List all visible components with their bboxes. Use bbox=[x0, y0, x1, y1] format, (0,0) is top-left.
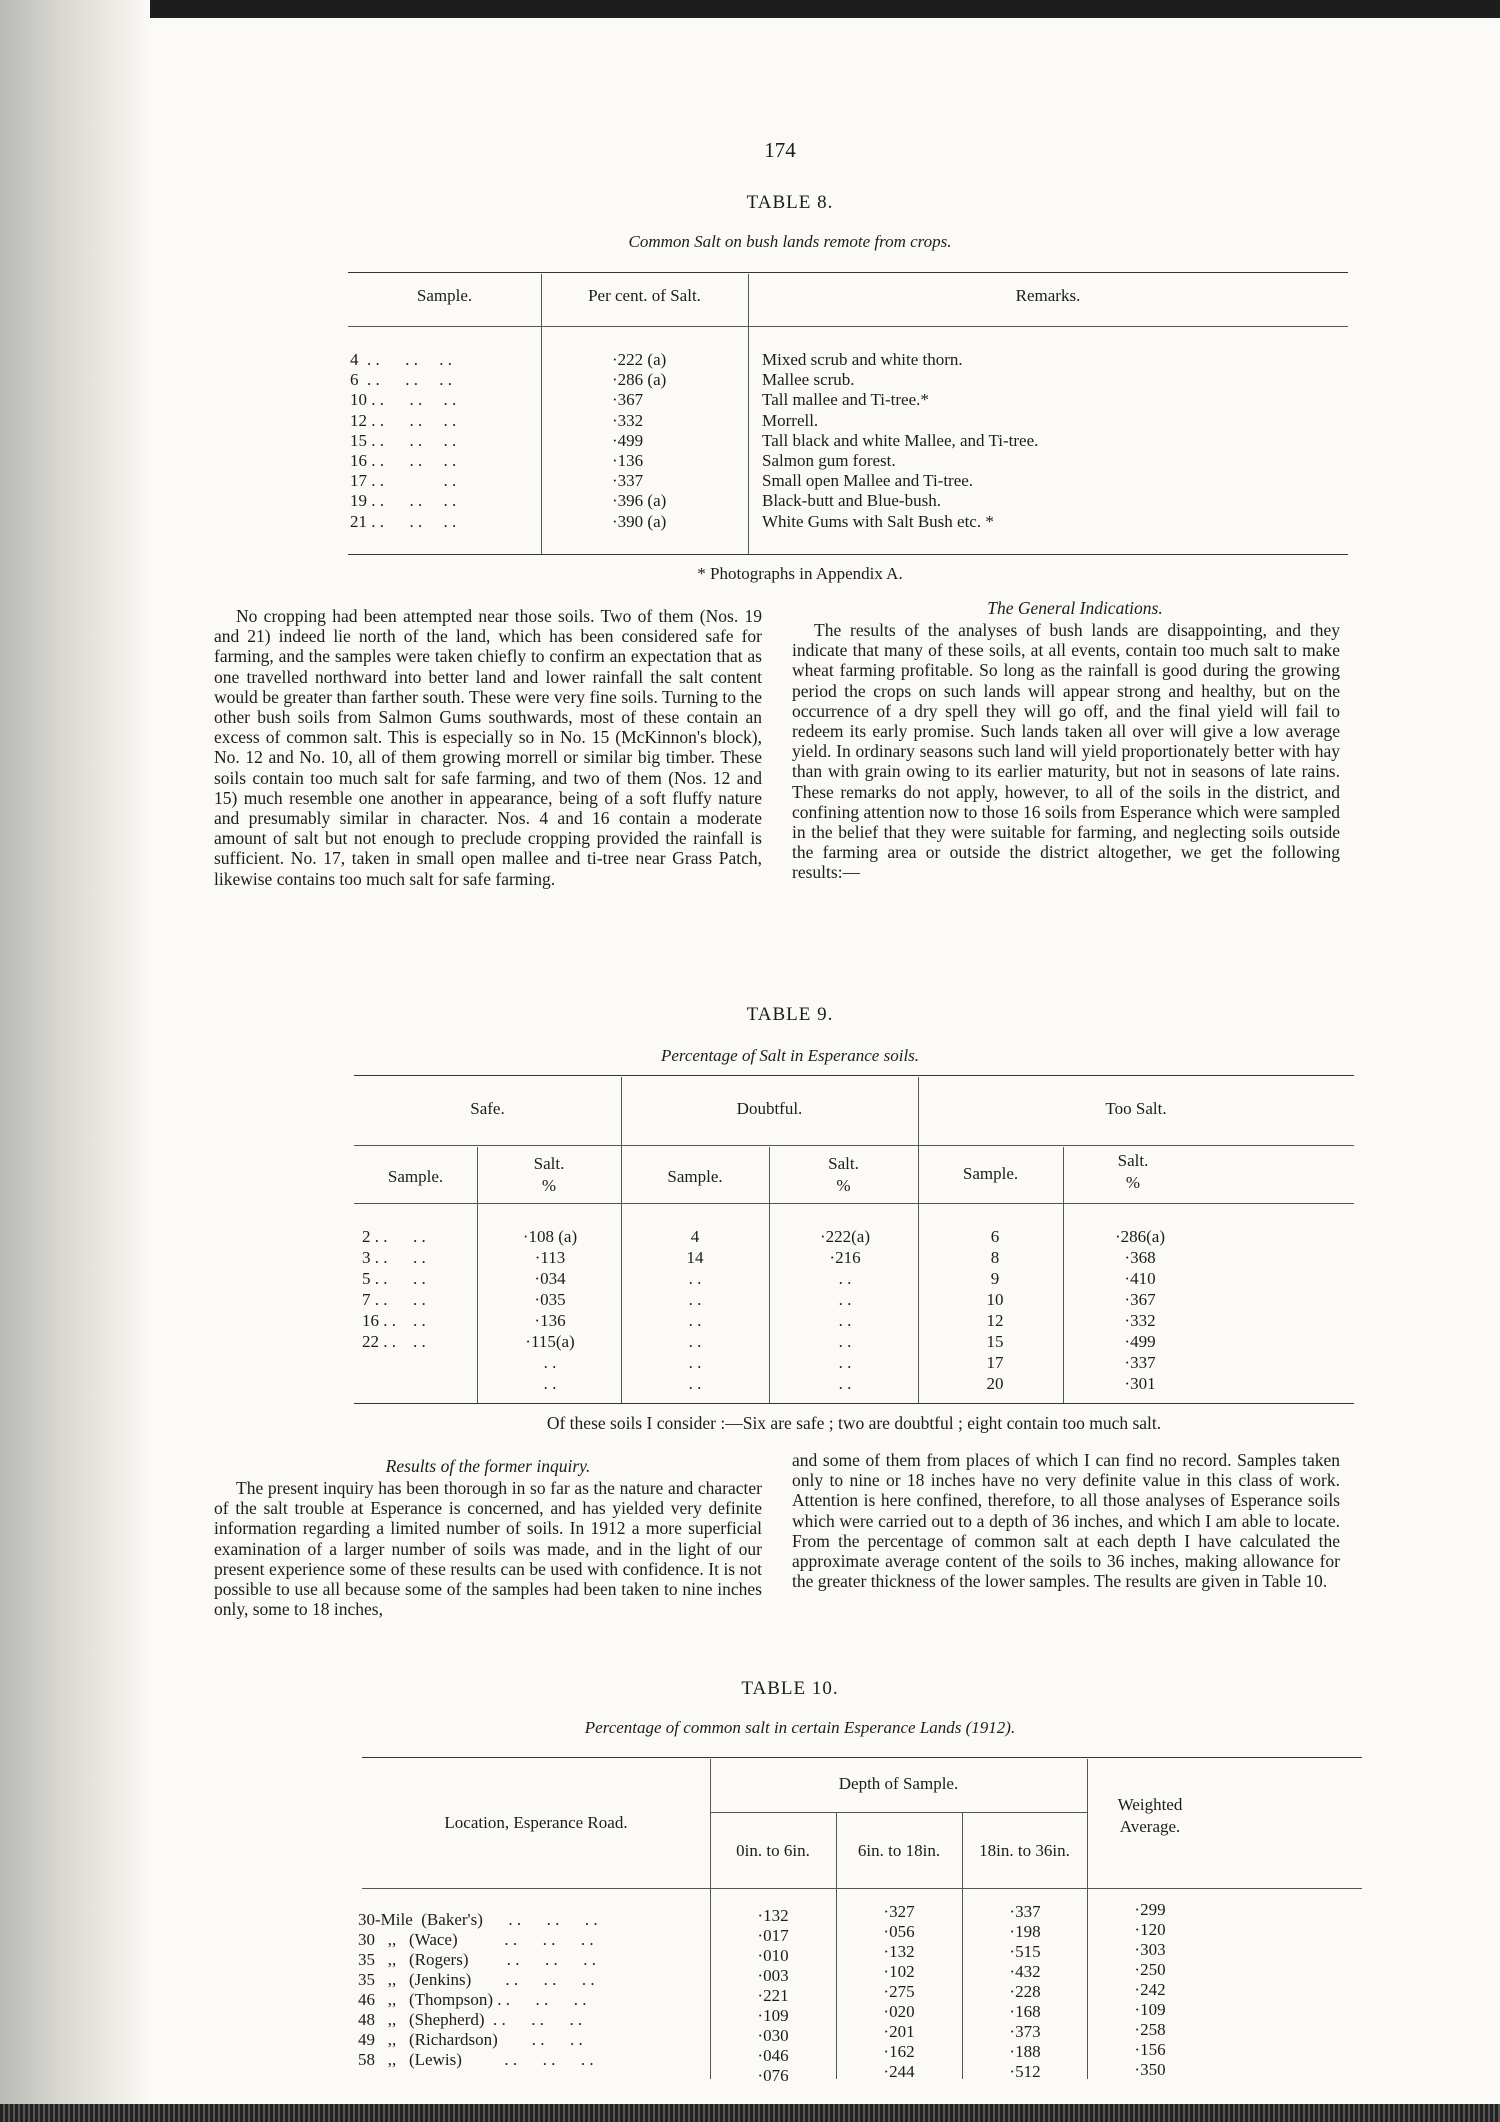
general-indications-paragraph bbox=[792, 620, 1340, 883]
page-number: 174 bbox=[764, 138, 796, 162]
table8-top-rule bbox=[348, 272, 1348, 273]
table8-row-salt: ·390 (a) bbox=[612, 511, 667, 531]
table8-row-remark: Small open Mallee and Ti-tree. bbox=[762, 471, 974, 491]
table10-top-rule bbox=[362, 1757, 1362, 1758]
table9-safe-samples: 2 . . . . 3 . . . . 5 . . . . 7 . . . . 16 . . . . 22 . . . . bbox=[362, 1227, 426, 1351]
table8-row-sample: 12 . . . . . . bbox=[350, 410, 457, 430]
table8-row-remark: Salmon gum forest. bbox=[762, 451, 896, 470]
table8-row-remark: Mixed scrub and white thorn. bbox=[762, 350, 963, 369]
table8-row-salt: ·396 (a) bbox=[612, 491, 667, 511]
table10-depth-rule bbox=[710, 1812, 1087, 1813]
table8-footnote: * Photographs in Appendix A. bbox=[697, 564, 903, 583]
table10-caption: Percentage of common salt in certain Esperance Lands (1912). bbox=[584, 1718, 1016, 1737]
table9-group-too-salt: Too Salt. bbox=[1105, 1099, 1167, 1118]
table9-safe-salt-values: ·108 (a) ·113 ·034 ·035 ·136 ·115(a) . . . . bbox=[522, 1227, 578, 1393]
former-inquiry-paragraph-continued bbox=[792, 1450, 1340, 1591]
table10-d2-values: ·327 ·056 ·132 ·102 ·275 ·020 ·201 ·162 ·244 bbox=[883, 1902, 915, 2081]
table10-header-depth: Depth of Sample. bbox=[838, 1774, 959, 1793]
table9-doubtful-salt-header bbox=[769, 1153, 918, 1197]
table8-row-remark: Tall black and white Mallee, and Ti-tree. bbox=[762, 430, 1039, 450]
table10-header-rule bbox=[362, 1888, 1362, 1889]
former-inquiry-paragraph bbox=[214, 1478, 762, 1619]
table9-group-divider-1 bbox=[621, 1077, 622, 1403]
table9-group-safe: Safe. bbox=[470, 1099, 505, 1118]
scan-top-edge bbox=[0, 0, 1500, 18]
table8-caption: Common Salt on bush lands remote from crops. bbox=[628, 232, 952, 251]
table10-col-divider-location bbox=[710, 1759, 711, 2079]
table8-row-remark: White Gums with Salt Bush etc. * bbox=[762, 511, 994, 531]
table8-row-sample: 6 . . . . . . bbox=[350, 370, 452, 390]
table10-header-d2: 6in. to 18in. bbox=[857, 1841, 941, 1860]
table10-title: TABLE 10. bbox=[741, 1678, 839, 1699]
table9-title: TABLE 9. bbox=[746, 1004, 834, 1025]
table10-header-weighted: Weighted Average. bbox=[1117, 1795, 1183, 1836]
table8-header-rule bbox=[348, 326, 1348, 327]
table8-row-salt: ·332 bbox=[612, 410, 644, 430]
table10-weighted-values: ·299 ·120 ·303 ·250 ·242 ·109 ·258 ·156 ·350 bbox=[1134, 1900, 1166, 2079]
table10-d1-values: ·132 ·017 ·010 ·003 ·221 ·109 ·030 ·046 ·076 bbox=[757, 1906, 789, 2085]
table9-too-salt-label: Salt. bbox=[1117, 1151, 1149, 1170]
table8-row-salt: ·286 (a) bbox=[612, 370, 667, 390]
table9-doubtful-salt-values: ·222(a) ·216 . . . . . . . . . . . . bbox=[819, 1227, 871, 1393]
table8-header-sample: Sample. bbox=[416, 286, 473, 305]
table10-header-d1: 0in. to 6in. bbox=[736, 1841, 810, 1860]
table9-doubtful-salt-label: Salt. bbox=[828, 1154, 859, 1173]
table8-row-sample: 15 . . . . . . bbox=[350, 430, 457, 450]
table9-summary: Of these soils I consider :—Six are safe ; two are doubtful ; eight contain too much salt. bbox=[546, 1413, 1162, 1433]
table8-row-sample: 4 . . . . . . bbox=[350, 350, 452, 369]
table9-too-salt-values: ·286(a) ·368 ·410 ·367 ·332 ·499 ·337 ·301 bbox=[1114, 1227, 1166, 1393]
table9-bottom-rule bbox=[354, 1403, 1354, 1404]
former-inquiry-text-continued: and some of them from places of which I can find no record. Samples taken only to nine or 18 inches have no very definite value in this class of work. Attention is here confined, therefore, to all those analyses of Esperance soils which were carried out to a depth of 36 inches, and which I am able to locate. From the percentage of common salt at each depth I have calculated the approximate average content of the soils to 36 inches, making allowance for the greater thickness of the lower samples. The results are given in Table 10. bbox=[792, 1450, 1340, 1592]
bush-soils-text: No cropping had been attempted near those soils. Two of them (Nos. 19 and 21) indeed lie north of the land, which has been considered safe for farming, and the samples were taken chiefly to confirm an expectation that as one travelled northward into better land and lower rainfall the salt content would be greater than farther south. These were very fine soils. Turning to the other bush soils from Salmon Gums southwards, most of these contain an excess of common salt. This is especially so in No. 15 (McKinnon's block), No. 12 and No. 10, all of them growing morrell or similar big timber. These soils contain too much salt for safe farming, and two of them (Nos. 12 and 15) much resemble one another in appearance, being of a soft fluffy nature and presumably similar in character. Nos. 4 and 16 contain a moderate amount of salt but not enough to preclude cropping provided the rainfall is sufficient. No. 17, taken in small open mallee and ti-tree near Grass Patch, likewise contains too much salt for safe farming. bbox=[214, 606, 762, 889]
table9-group-doubtful: Doubtful. bbox=[736, 1099, 803, 1118]
table10-d3-values: ·337 ·198 ·515 ·432 ·228 ·168 ·373 ·188 ·512 bbox=[1009, 1902, 1041, 2081]
table8-row-salt: ·136 bbox=[612, 451, 644, 470]
table8-bottom-rule bbox=[348, 554, 1348, 555]
table9-safe-salt-label: Salt. bbox=[533, 1154, 565, 1173]
table10-header-location: Location, Esperance Road. bbox=[444, 1813, 628, 1832]
table10-header-d3: 18in. to 36in. bbox=[979, 1841, 1070, 1860]
table10-col-divider-d3 bbox=[1087, 1759, 1088, 2079]
table8-header-salt: Per cent. of Salt. bbox=[588, 286, 701, 305]
bush-soils-paragraph bbox=[214, 606, 762, 889]
table8-col-divider-2 bbox=[748, 274, 749, 554]
table9-top-rule bbox=[354, 1075, 1354, 1076]
table8-row-remark: Tall mallee and Ti-tree.* bbox=[762, 390, 929, 410]
former-inquiry-text: The present inquiry has been thorough in so far as the nature and character of the salt trouble at Esperance is concerned, and has yielded very definite information regarding a limited number of soils. In 1912 a more superficial examination of a larger number of soils was made, and in the light of our present experience some of these results can be used with confidence. It is not possible to use all because some of the samples had been taken to nine inches only, some to 18 inches, bbox=[214, 1478, 762, 1620]
table8-row-sample: 21 . . . . . . bbox=[350, 511, 457, 531]
table8-row-remark: Black-butt and Blue-bush. bbox=[762, 491, 941, 511]
table8-row-remark: Mallee scrub. bbox=[762, 370, 855, 390]
table8-row-sample: 16 . . . . . . bbox=[350, 451, 457, 470]
table9-doubtful-samples: 4 14 . . . . . . . . . . . . bbox=[686, 1227, 704, 1393]
table9-header-rule bbox=[354, 1203, 1354, 1204]
general-indications-heading: The General Indications. bbox=[987, 598, 1163, 618]
table9-too-sample-header: Sample. bbox=[962, 1164, 1019, 1183]
table8-row-salt: ·367 bbox=[612, 390, 644, 410]
table9-safe-salt-header bbox=[477, 1153, 621, 1197]
table9-safe-sample-header: Sample. bbox=[387, 1167, 444, 1186]
table8-row-sample: 17 . . . . bbox=[350, 471, 457, 491]
table9-safe-pct-label: % bbox=[541, 1176, 557, 1195]
scan-bottom-edge bbox=[0, 2104, 1500, 2122]
table9-too-pct-label: % bbox=[1125, 1173, 1141, 1192]
table8-row-remark: Morrell. bbox=[762, 410, 819, 430]
table9-doubtful-sample-header: Sample. bbox=[667, 1167, 723, 1186]
table10-locations: 30-Mile (Baker's) . . . . . . 30 ,, (Wace) . . . . . . 35 ,, (Rogers) . . . . . . 35 ,, (Jenkins) . . . . . . 46 ,, (Thompson) . . . . . . 48 ,, (Shepherd) . . . . . . 49 ,, (Richardson) . . . . 58 ,, (Lewis) . . . . . . bbox=[358, 1910, 598, 2069]
table8-row-sample: 19 . . . . . . bbox=[350, 491, 457, 511]
general-indications-text: The results of the analyses of bush lands are disappointing, and they indicate that many of these soils, at all events, contain too much salt to make wheat farming profitable. So long as the rainfall is good during the growing period the crops on such lands will appear strong and healthy, but on the occurrence of a dry spell they will go off, and the final yield will fail to redeem its early promise. Such lands taken all over will give a low average yield. In ordinary seasons such land will yield proportionately better with hay than with grain owing to its earlier maturity, but not in seasons of late rains. These remarks do not apply, however, to all of the soils in the district, and confining attention now to those 16 soils from Esperance which were sampled in the belief that they were suitable for farming, and neglecting soils outside the farming area or outside the district altogether, we get the following results:— bbox=[792, 620, 1340, 883]
table8-row-salt: ·499 bbox=[612, 430, 644, 450]
table9-doubtful-pct-label: % bbox=[836, 1176, 851, 1195]
table8-row-salt: ·222 (a) bbox=[612, 350, 667, 369]
table8-col-divider-1 bbox=[541, 274, 542, 554]
table9-caption: Percentage of Salt in Esperance soils. bbox=[660, 1046, 920, 1065]
table8-row-salt: ·337 bbox=[612, 471, 644, 491]
table8-header-remarks: Remarks. bbox=[1015, 286, 1081, 305]
table8-title: TABLE 8. bbox=[746, 192, 834, 213]
table8-row-sample: 10 . . . . . . bbox=[350, 390, 457, 410]
book-gutter-shadow bbox=[0, 0, 150, 2122]
table9-group-rule bbox=[354, 1145, 1354, 1146]
former-inquiry-heading: Results of the former inquiry. bbox=[385, 1456, 591, 1476]
table9-group-divider-2 bbox=[918, 1077, 919, 1403]
table9-too-salt-header bbox=[1063, 1150, 1203, 1194]
table9-too-samples: 6 8 9 10 12 15 17 20 bbox=[986, 1227, 1004, 1393]
